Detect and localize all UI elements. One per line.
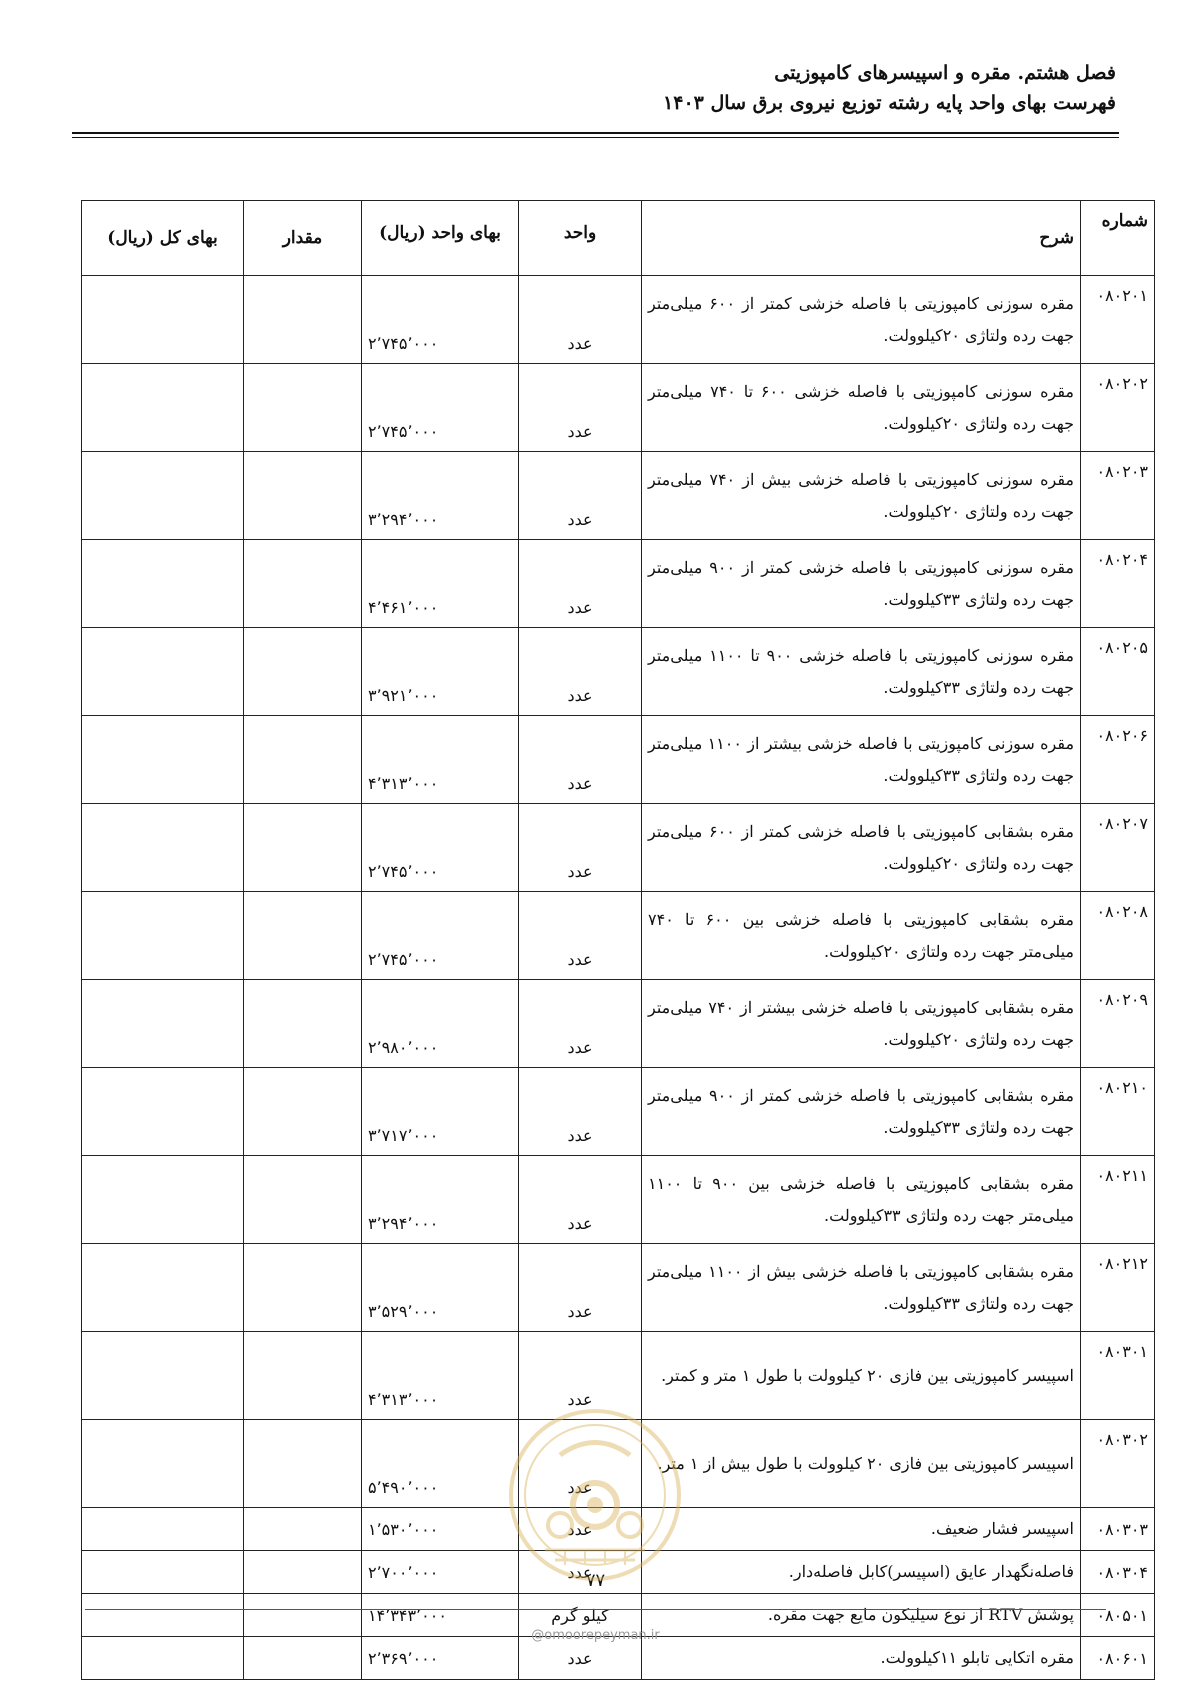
cell-unit-price: ۲٬۹۸۰٬۰۰۰ — [362, 980, 519, 1068]
cell-code: ۰۸۰۳۰۴ — [1081, 1551, 1155, 1594]
cell-description: اسپیسر فشار ضعیف. — [642, 1508, 1081, 1551]
cell-description: مقره بشقابی کامپوزیتی با فاصله خزشی بیشتر از ۷۴۰ میلی‌متر جهت رده ولتاژی ۲۰کیلوولت. — [642, 980, 1081, 1068]
cell-quantity — [244, 804, 362, 892]
chapter-title: فصل هشتم. مقره و اسپیسرهای کامپوزیتی — [774, 62, 1116, 84]
cell-quantity — [244, 364, 362, 452]
cell-unit-price: ۴٬۳۱۳٬۰۰۰ — [362, 1332, 519, 1420]
cell-total-price — [82, 628, 244, 716]
cell-unit: عدد — [519, 1244, 642, 1332]
cell-unit: عدد — [519, 980, 642, 1068]
cell-unit-price: ۳٬۷۱۷٬۰۰۰ — [362, 1068, 519, 1156]
cell-total-price — [82, 1068, 244, 1156]
cell-unit-price: ۲٬۷۴۵٬۰۰۰ — [362, 892, 519, 980]
cell-unit: عدد — [519, 716, 642, 804]
cell-unit: عدد — [519, 1637, 642, 1680]
cell-unit: عدد — [519, 1508, 642, 1551]
cell-description: اسپیسر کامپوزیتی بین فازی ۲۰ کیلوولت با طول بیش از ۱ متر. — [642, 1420, 1081, 1508]
cell-quantity — [244, 1508, 362, 1551]
cell-quantity — [244, 980, 362, 1068]
cell-code: ۰۸۰۲۰۳ — [1081, 452, 1155, 540]
cell-total-price — [82, 716, 244, 804]
column-header-total-price: بهای کل (ریال) — [82, 201, 244, 276]
cell-unit-price: ۳٬۵۲۹٬۰۰۰ — [362, 1244, 519, 1332]
cell-description: فاصله‌نگهدار عایق (اسپیسر)کابل فاصله‌دار. — [642, 1551, 1081, 1594]
table-row — [82, 804, 1155, 892]
page-header — [75, 58, 1116, 118]
cell-quantity — [244, 1420, 362, 1508]
table-row — [82, 540, 1155, 628]
table-row — [82, 1332, 1155, 1420]
cell-description: مقره سوزنی کامپوزیتی با فاصله خزشی ۶۰۰ تا ۷۴۰ میلی‌متر جهت رده ولتاژی ۲۰کیلوولت. — [642, 364, 1081, 452]
cell-quantity — [244, 628, 362, 716]
cell-code: ۰۸۰۲۰۴ — [1081, 540, 1155, 628]
cell-description: مقره بشقابی کامپوزیتی با فاصله خزشی کمتر از ۶۰۰ میلی‌متر جهت رده ولتاژی ۲۰کیلوولت. — [642, 804, 1081, 892]
website-watermark: @omoorepeyman.ir — [531, 1628, 660, 1643]
table-row — [82, 1244, 1155, 1332]
table-row — [82, 1420, 1155, 1508]
cell-quantity — [244, 1068, 362, 1156]
cell-unit: عدد — [519, 1551, 642, 1594]
header-rule — [72, 132, 1119, 134]
table-header-row — [82, 201, 1155, 276]
cell-unit-price: ۴٬۴۶۱٬۰۰۰ — [362, 540, 519, 628]
cell-total-price — [82, 1332, 244, 1420]
cell-description: اسپیسر کامپوزیتی بین فازی ۲۰ کیلوولت با طول ۱ متر و کمتر. — [642, 1332, 1081, 1420]
cell-unit: عدد — [519, 628, 642, 716]
cell-unit: عدد — [519, 892, 642, 980]
cell-unit-price: ۳٬۲۹۴٬۰۰۰ — [362, 1156, 519, 1244]
cell-quantity — [244, 452, 362, 540]
cell-description: مقره سوزنی کامپوزیتی با فاصله خزشی بیش از ۷۴۰ میلی‌متر جهت رده ولتاژی ۲۰کیلوولت. — [642, 452, 1081, 540]
cell-unit-price: ۴٬۳۱۳٬۰۰۰ — [362, 716, 519, 804]
cell-total-price — [82, 804, 244, 892]
book-title: فهرست بهای واحد پایه رشته توزیع نیروی برق سال ۱۴۰۳ — [663, 92, 1116, 114]
cell-code: ۰۸۰۲۱۰ — [1081, 1068, 1155, 1156]
table-row — [82, 1068, 1155, 1156]
cell-code: ۰۸۰۲۱۲ — [1081, 1244, 1155, 1332]
cell-code: ۰۸۰۳۰۳ — [1081, 1508, 1155, 1551]
cell-total-price — [82, 364, 244, 452]
cell-description: مقره اتکایی تابلو ۱۱کیلوولت. — [642, 1637, 1081, 1680]
cell-total-price — [82, 980, 244, 1068]
cell-total-price — [82, 276, 244, 364]
cell-total-price — [82, 452, 244, 540]
table-row — [82, 276, 1155, 364]
cell-code: ۰۸۰۲۰۵ — [1081, 628, 1155, 716]
cell-code: ۰۸۰۵۰۱ — [1081, 1594, 1155, 1637]
cell-total-price — [82, 1508, 244, 1551]
cell-unit-price: ۲٬۳۶۹٬۰۰۰ — [362, 1637, 519, 1680]
cell-code: ۰۸۰۲۰۱ — [1081, 276, 1155, 364]
cell-total-price — [82, 1244, 244, 1332]
cell-description: مقره بشقابی کامپوزیتی با فاصله خزشی بیش از ۱۱۰۰ میلی‌متر جهت رده ولتاژی ۳۳کیلوولت. — [642, 1244, 1081, 1332]
column-header-code: شماره — [1081, 201, 1155, 276]
column-header-description: شرح — [642, 201, 1081, 276]
cell-quantity — [244, 1332, 362, 1420]
cell-code: ۰۸۰۶۰۱ — [1081, 1637, 1155, 1680]
cell-quantity — [244, 892, 362, 980]
cell-description: مقره بشقابی کامپوزیتی با فاصله خزشی بین ۹۰۰ تا ۱۱۰۰ میلی‌متر جهت رده ولتاژی ۳۳کیلوولت. — [642, 1156, 1081, 1244]
cell-quantity — [244, 716, 362, 804]
cell-code: ۰۸۰۲۰۷ — [1081, 804, 1155, 892]
cell-description: مقره بشقابی کامپوزیتی با فاصله خزشی کمتر از ۹۰۰ میلی‌متر جهت رده ولتاژی ۳۳کیلوولت. — [642, 1068, 1081, 1156]
table-row — [82, 1508, 1155, 1551]
cell-code: ۰۸۰۳۰۱ — [1081, 1332, 1155, 1420]
cell-unit: عدد — [519, 364, 642, 452]
cell-description: پوشش RTV از نوع سیلیکون مایع جهت مقره. — [642, 1594, 1081, 1637]
cell-unit: کیلو گرم — [519, 1594, 642, 1637]
cell-unit: عدد — [519, 1156, 642, 1244]
cell-description: مقره سوزنی کامپوزیتی با فاصله خزشی ۹۰۰ تا ۱۱۰۰ میلی‌متر جهت رده ولتاژی ۳۳کیلوولت. — [642, 628, 1081, 716]
table-row — [82, 364, 1155, 452]
table-row — [82, 628, 1155, 716]
cell-code: ۰۸۰۲۰۶ — [1081, 716, 1155, 804]
header-rule-thin — [72, 137, 1119, 138]
cell-unit: عدد — [519, 1332, 642, 1420]
column-header-unit-price: بهای واحد (ریال) — [362, 201, 519, 276]
cell-quantity — [244, 540, 362, 628]
cell-description: مقره سوزنی کامپوزیتی با فاصله خزشی کمتر از ۶۰۰ میلی‌متر جهت رده ولتاژی ۲۰کیلوولت. — [642, 276, 1081, 364]
cell-total-price — [82, 1156, 244, 1244]
cell-unit-price: ۲٬۷۴۵٬۰۰۰ — [362, 804, 519, 892]
cell-unit-price: ۵٬۴۹۰٬۰۰۰ — [362, 1420, 519, 1508]
cell-unit-price: ۱٬۵۳۰٬۰۰۰ — [362, 1508, 519, 1551]
cell-description: مقره سوزنی کامپوزیتی با فاصله خزشی بیشتر از ۱۱۰۰ میلی‌متر جهت رده ولتاژی ۳۳کیلوولت. — [642, 716, 1081, 804]
cell-description: مقره سوزنی کامپوزیتی با فاصله خزشی کمتر از ۹۰۰ میلی‌متر جهت رده ولتاژی ۳۳کیلوولت. — [642, 540, 1081, 628]
table-row — [82, 980, 1155, 1068]
cell-code: ۰۸۰۲۰۸ — [1081, 892, 1155, 980]
table-row — [82, 452, 1155, 540]
cell-code: ۰۸۰۲۰۲ — [1081, 364, 1155, 452]
cell-unit-price: ۱۴٬۳۴۳٬۰۰۰ — [362, 1594, 519, 1637]
cell-unit-price: ۳٬۲۹۴٬۰۰۰ — [362, 452, 519, 540]
table-row — [82, 892, 1155, 980]
table-row — [82, 716, 1155, 804]
page-number: ۷۷ — [585, 1570, 606, 1591]
cell-description: مقره بشقابی کامپوزیتی با فاصله خزشی بین ۶۰۰ تا ۷۴۰ میلی‌متر جهت رده ولتاژی ۲۰کیلوولت. — [642, 892, 1081, 980]
cell-quantity — [244, 1156, 362, 1244]
cell-total-price — [82, 540, 244, 628]
cell-unit-price: ۲٬۷۴۵٬۰۰۰ — [362, 364, 519, 452]
cell-unit: عدد — [519, 1420, 642, 1508]
cell-code: ۰۸۰۳۰۲ — [1081, 1420, 1155, 1508]
cell-unit: عدد — [519, 804, 642, 892]
footer-rule — [85, 1609, 1106, 1610]
cell-quantity — [244, 1244, 362, 1332]
cell-unit: عدد — [519, 276, 642, 364]
price-table — [81, 200, 1155, 1680]
cell-quantity — [244, 276, 362, 364]
column-header-unit: واحد — [519, 201, 642, 276]
cell-unit-price: ۲٬۷۰۰٬۰۰۰ — [362, 1551, 519, 1594]
cell-unit: عدد — [519, 540, 642, 628]
cell-unit-price: ۳٬۹۲۱٬۰۰۰ — [362, 628, 519, 716]
cell-total-price — [82, 1420, 244, 1508]
cell-unit: عدد — [519, 1068, 642, 1156]
cell-code: ۰۸۰۲۱۱ — [1081, 1156, 1155, 1244]
column-header-quantity: مقدار — [244, 201, 362, 276]
cell-unit: عدد — [519, 452, 642, 540]
cell-code: ۰۸۰۲۰۹ — [1081, 980, 1155, 1068]
table-row — [82, 1156, 1155, 1244]
cell-total-price — [82, 892, 244, 980]
cell-unit-price: ۲٬۷۴۵٬۰۰۰ — [362, 276, 519, 364]
